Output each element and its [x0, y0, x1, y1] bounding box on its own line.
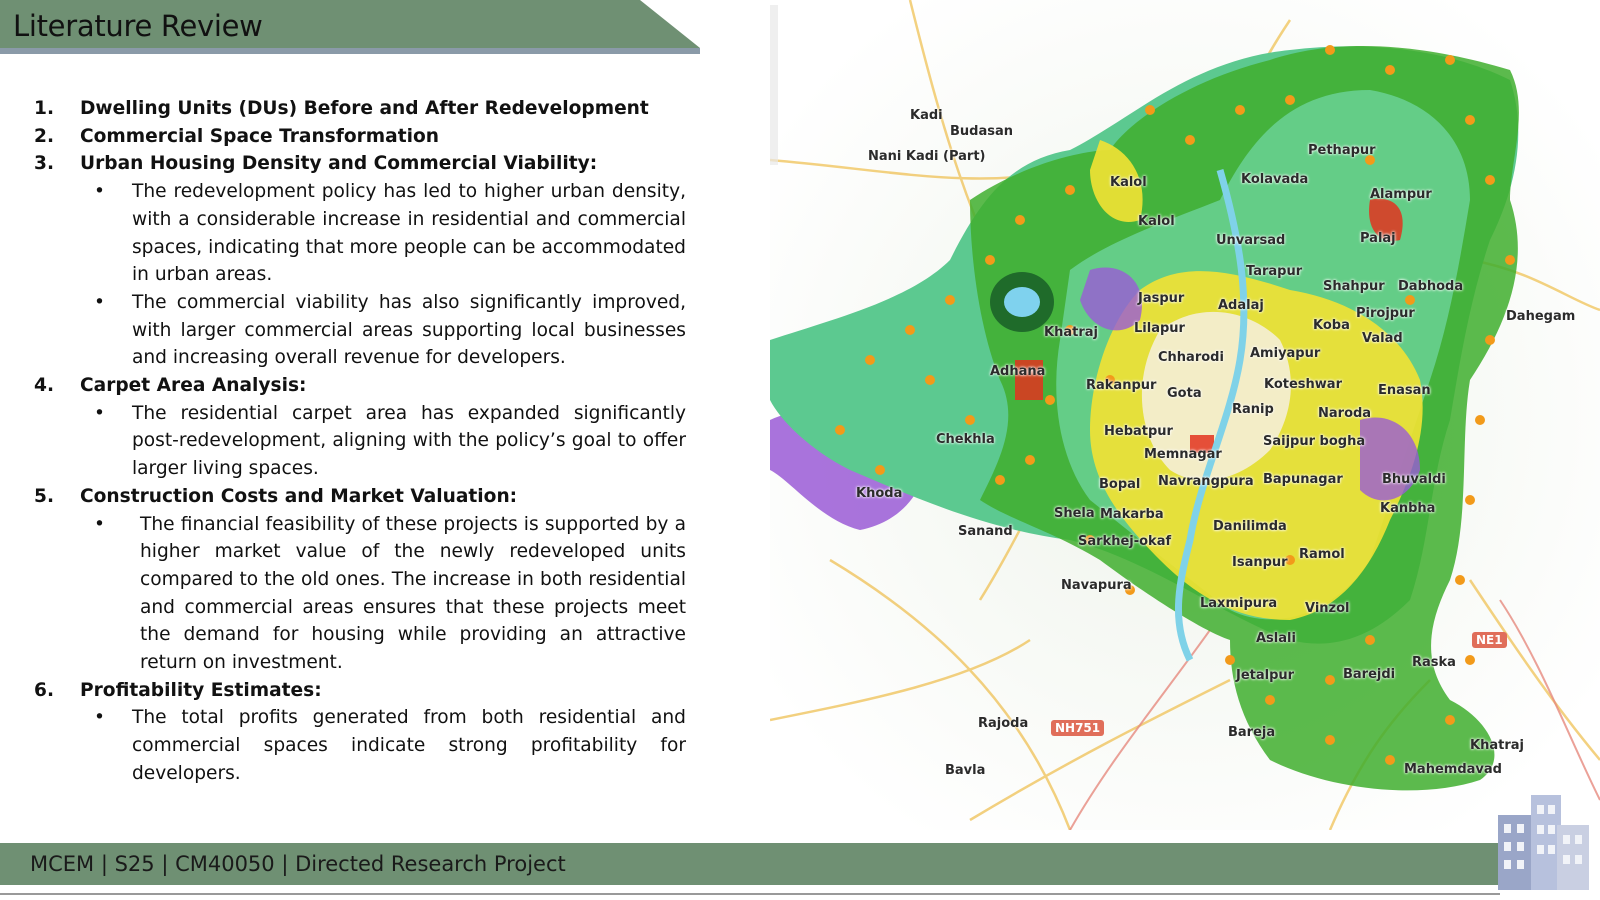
place-label: Koteshwar [1264, 377, 1342, 392]
page-title: Literature Review [13, 9, 263, 43]
bullet-icon: • [94, 402, 105, 424]
section-heading [34, 95, 686, 123]
place-label: Bopal [1099, 477, 1141, 492]
section-heading [34, 677, 686, 705]
place-label: Unvarsad [1216, 233, 1286, 248]
place-label: Kalol [1138, 214, 1175, 229]
section-number: 1. [34, 98, 55, 119]
place-label: Laxmipura [1200, 596, 1278, 611]
section-title: Urban Housing Density and Commercial Viability: [80, 153, 598, 175]
place-label: Bavla [945, 763, 986, 778]
place-label: Bareja [1228, 725, 1276, 740]
bullet-item [94, 289, 686, 372]
section-heading [34, 150, 686, 178]
place-label: Navapura [1061, 578, 1132, 593]
place-label: Navrangpura [1158, 474, 1254, 489]
section-number: 5. [34, 485, 55, 507]
bullet-icon: • [94, 181, 105, 203]
place-label: Kanbha [1380, 501, 1436, 516]
section-title: Commercial Space Transformation [80, 125, 439, 147]
place-label: Aslali [1256, 631, 1296, 646]
place-label: Koba [1313, 318, 1350, 333]
place-label: Pirojpur [1356, 306, 1415, 321]
place-label: Dabhoda [1398, 279, 1464, 294]
place-label: Chharodi [1158, 350, 1224, 365]
place-label: Chekhla [936, 432, 995, 447]
place-label: Budasan [950, 124, 1014, 139]
section-number: 2. [34, 125, 55, 147]
section-number: 6. [34, 679, 55, 701]
bullet-item [94, 511, 686, 677]
bullet-text: The redevelopment policy has led to higher urban density, with a considerable increase in residential and commercial spaces, indicating that more people can be accommodated in urban areas. [132, 181, 686, 286]
place-label: Jetalpur [1236, 668, 1295, 683]
place-label: Adhana [990, 364, 1046, 379]
footer-text: MCEM | S25 | CM40050 | Directed Research Project [30, 852, 566, 876]
place-label: Rajoda [978, 716, 1029, 731]
section-heading [34, 123, 686, 151]
bullet-icon: • [94, 707, 105, 729]
bullet-text: The commercial viability has also significantly improved, with larger commercial areas supporting local businesses and increasing overall revenue for developers. [132, 291, 686, 369]
place-label: Kolavada [1241, 172, 1309, 187]
place-label: Bhuvaldi [1382, 472, 1446, 487]
literature-content [34, 95, 686, 788]
bullet-item [94, 704, 686, 787]
place-label: Makarba [1100, 507, 1164, 522]
place-label: Barejdi [1343, 667, 1396, 682]
place-label: Isanpur [1232, 555, 1288, 570]
road-badge-ne1: NE1 [1472, 632, 1507, 648]
place-label: Adalaj [1218, 298, 1264, 313]
section-title: Construction Costs and Market Valuation: [80, 485, 518, 507]
footer-divider [0, 893, 1500, 895]
place-label: Khatraj [1044, 325, 1098, 340]
place-label: Lilapur [1134, 321, 1185, 336]
bullet-text: The total profits generated from both residential and commercial spaces indicate strong profitability for developers. [132, 707, 686, 784]
road-badge-nh751: NH751 [1051, 720, 1104, 736]
place-label: Raska [1412, 655, 1456, 670]
place-label: Vinzol [1305, 601, 1350, 616]
place-label: Rakanpur [1086, 378, 1157, 393]
place-label: Kadi [910, 108, 943, 123]
bullet-text: The financial feasibility of these projects is supported by a higher market value of the newly redeveloped units compared to the old ones. The increase in both residential and commercial areas ensures that these projects meet the demand for housing while providing an attractive return on investment. [140, 513, 686, 674]
bullet-icon: • [94, 513, 105, 535]
place-label: Pethapur [1308, 143, 1376, 158]
place-label: Ranip [1232, 402, 1274, 417]
bullet-item [94, 178, 686, 289]
section-heading [34, 372, 686, 400]
place-label: Shela [1054, 506, 1095, 521]
place-label: Ramol [1299, 547, 1345, 562]
place-label: Mahemdavad [1404, 762, 1502, 777]
place-label: Enasan [1378, 383, 1431, 398]
building-icon [1493, 790, 1593, 890]
place-label: Danilimda [1213, 519, 1287, 534]
place-label: Alampur [1370, 187, 1432, 202]
section-title: Carpet Area Analysis: [80, 375, 307, 397]
place-label: Dahegam [1506, 309, 1576, 324]
place-label: Saijpur bogha [1263, 434, 1366, 449]
place-label: Khoda [856, 486, 903, 501]
section-title: Profitability Estimates: [80, 679, 322, 701]
place-label: Amiyapur [1250, 346, 1321, 361]
place-label: Jaspur [1138, 291, 1185, 306]
bullet-item [94, 400, 686, 483]
place-label: Sarkhej-okaf [1078, 534, 1172, 549]
map-graphic [770, 0, 1600, 830]
place-label: Valad [1362, 331, 1403, 346]
section-number: 3. [34, 153, 55, 175]
place-label: Bapunagar [1263, 472, 1343, 487]
place-label: Khatraj [1470, 738, 1524, 753]
place-label: Gota [1167, 386, 1202, 401]
place-label: Tarapur [1246, 264, 1303, 279]
place-label: Palaj [1360, 231, 1396, 246]
bullet-icon: • [94, 291, 105, 313]
section-title: Dwelling Units (DUs) Before and After Redevelopment [80, 98, 649, 119]
header-shadow [0, 48, 700, 54]
place-label: Nani Kadi (Part) [868, 149, 986, 164]
place-label: Hebatpur [1104, 424, 1173, 439]
land-use-map [770, 0, 1600, 830]
bullet-text: The residential carpet area has expanded significantly post-redevelopment, aligning with the policy’s goal to offer larger living spaces. [132, 402, 686, 480]
place-label: Kalol [1110, 175, 1147, 190]
section-number: 4. [34, 375, 55, 397]
place-label: Sanand [958, 524, 1013, 539]
section-heading [34, 483, 686, 511]
place-label: Memnagar [1144, 447, 1222, 462]
place-label: Shahpur [1323, 279, 1385, 294]
place-label: Naroda [1318, 406, 1372, 421]
